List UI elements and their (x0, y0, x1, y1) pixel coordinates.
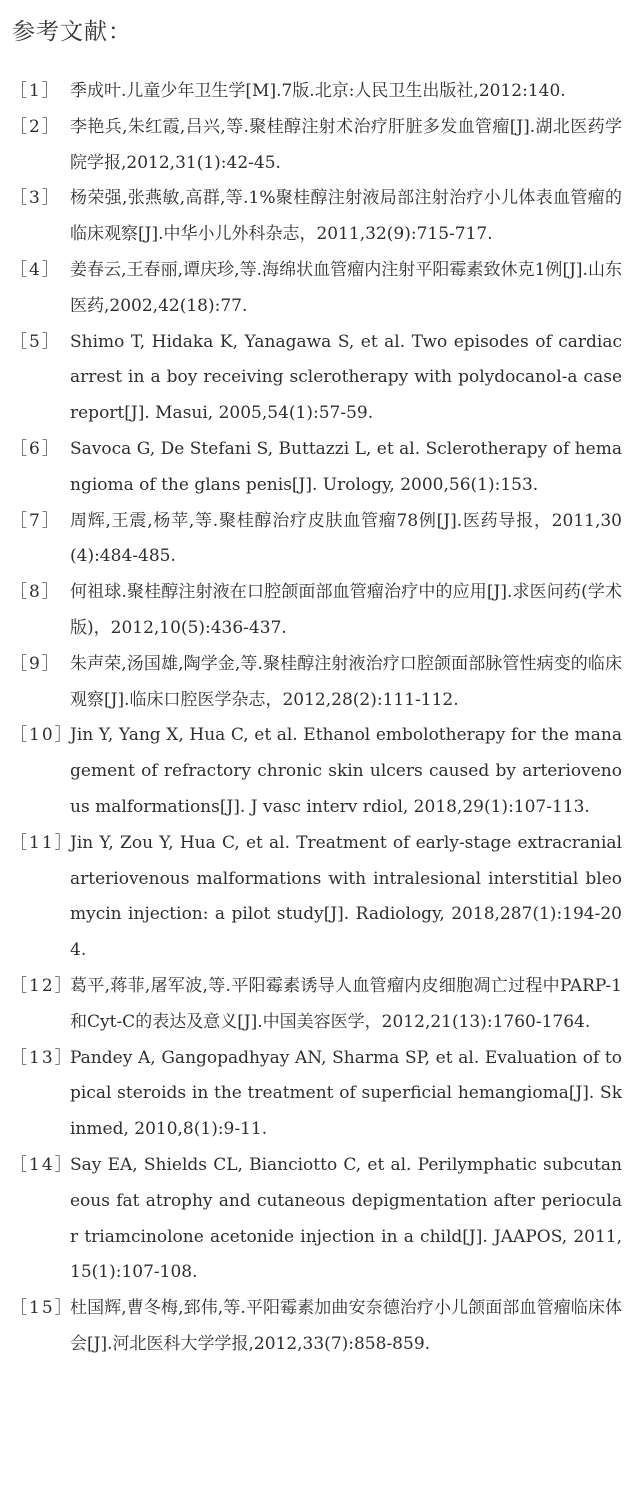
reference-number: ［8］ (10, 582, 61, 603)
reference-number: ［3］ (10, 188, 61, 209)
reference-text: 李艳兵,朱红霞,吕兴,等.聚桂醇注射术治疗肝脏多发血管瘤[J].湖北医药学院学报,2012,31(1):42-45. (70, 116, 622, 173)
reference-text: Jin Y, Zou Y, Hua C, et al. Treatment of early-stage extracranial arteriovenous malformations with intralesional interstitial bleomycin injection: a pilot study[J]. Radiology, 2018,287(1):194-204. (70, 832, 622, 961)
reference-number: ［2］ (10, 116, 61, 137)
reference-item (0, 110, 632, 182)
references-heading: 参考文献： (12, 19, 132, 45)
reference-text: Savoca G, De Stefani S, Buttazzi L, et al. Sclerotherapy of hemangioma of the glans penis[J]. Urology, 2000,56(1):153. (70, 438, 622, 495)
reference-number: ［11］ (10, 832, 74, 853)
reference-number: ［7］ (10, 510, 61, 531)
reference-text: 季成叶.儿童少年卫生学[M].7版.北京:人民卫生出版社,2012:140. (70, 81, 566, 101)
reference-text: 周辉,王震,杨苹,等.聚桂醇治疗皮肤血管瘤78例[J].医药导报，2011,30(4):484-485. (70, 510, 622, 567)
reference-text: 何祖球.聚桂醇注射液在口腔颌面部血管瘤治疗中的应用[J].求医问药(学术版)，2012,10(5):436-437. (70, 582, 622, 638)
reference-item (0, 74, 632, 110)
reference-number: ［5］ (10, 331, 61, 352)
reference-item (0, 826, 632, 969)
reference-item (0, 1148, 632, 1291)
reference-item (0, 647, 632, 719)
reference-item (0, 969, 632, 1041)
reference-item (0, 504, 632, 576)
reference-text: Pandey A, Gangopadhyay AN, Sharma SP, et al. Evaluation of topical steroids in the treatment of superficial hemangioma[J]. Skinmed, 2010,8(1):9-11. (70, 1047, 622, 1140)
reference-text: Jin Y, Yang X, Hua C, et al. Ethanol embolotherapy for the management of refractory chronic skin ulcers caused by arteriovenous malformations[J]. J vasc interv rdiol, 2018,29(1):107-113. (70, 725, 622, 817)
reference-item (0, 1291, 632, 1363)
reference-text: 杜国辉,曹冬梅,郅伟,等.平阳霉素加曲安奈德治疗小儿颌面部血管瘤临床体会[J].河北医科大学学报,2012,33(7):858-859. (70, 1298, 622, 1354)
reference-number: ［15］ (10, 1298, 74, 1319)
reference-text: Say EA, Shields CL, Bianciotto C, et al. Perilymphatic subcutaneous fat atrophy and cutaneous depigmentation after periocular triamcinolone acetonide injection in a child[J]. JAAPOS, 2011,15(1):107-108. (70, 1154, 622, 1283)
reference-number: ［14］ (10, 1154, 74, 1175)
reference-number: ［12］ (10, 975, 74, 996)
reference-number: ［4］ (10, 259, 61, 280)
reference-item (0, 181, 632, 253)
reference-number: ［9］ (10, 653, 61, 674)
reference-text: 朱声荣,汤国雄,陶学金,等.聚桂醇注射液治疗口腔颌面部脉管性病变的临床观察[J].临床口腔医学杂志，2012,28(2):111-112. (70, 653, 622, 710)
reference-item (0, 253, 632, 325)
reference-item (0, 718, 632, 825)
reference-item (0, 325, 632, 432)
reference-item (0, 432, 632, 504)
reference-item (0, 575, 632, 647)
reference-text: 姜春云,王春丽,谭庆珍,等.海绵状血管瘤内注射平阳霉素致休克1例[J].山东医药,2002,42(18):77. (70, 259, 622, 316)
reference-text: Shimo T, Hidaka K, Yanagawa S, et al. Two episodes of cardiac arrest in a boy receiving sclerotherapy with polydocanol-a case report[J]. Masui, 2005,54(1):57-59. (70, 331, 622, 424)
reference-item (0, 1041, 632, 1148)
reference-number: ［1］ (10, 81, 61, 101)
reference-text: 杨荣强,张燕敏,高群,等.1%聚桂醇注射液局部注射治疗小儿体表血管瘤的临床观察[J].中华小儿外科杂志，2011,32(9):715-717. (70, 188, 622, 245)
reference-list (0, 74, 632, 1363)
reference-number: ［10］ (10, 725, 74, 746)
reference-number: ［13］ (10, 1047, 74, 1068)
reference-text: 葛平,蒋菲,屠军波,等.平阳霉素诱导人血管瘤内皮细胞凋亡过程中PARP-1和Cyt-C的表达及意义[J].中国美容医学，2012,21(13):1760-1764. (70, 975, 622, 1032)
reference-number: ［6］ (10, 438, 61, 459)
